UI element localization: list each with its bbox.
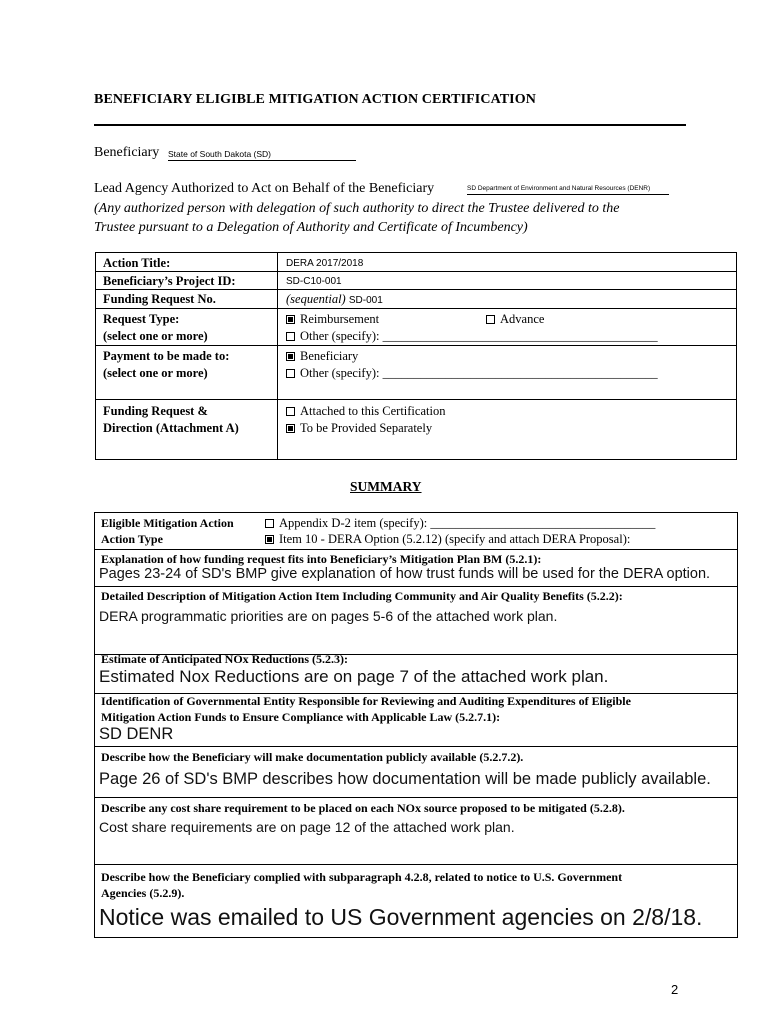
advance-checkbox[interactable] <box>486 315 495 324</box>
payment-sublabel: (select one or more) <box>103 366 208 380</box>
beneficiary-option-label: Beneficiary <box>300 349 359 363</box>
separately-label: To be Provided Separately <box>300 421 433 435</box>
reimbursement-option[interactable] <box>286 311 379 328</box>
beneficiary-field[interactable] <box>168 149 356 161</box>
title-rule <box>94 124 686 126</box>
funding-direction-label: Funding Request & <box>103 404 208 418</box>
action-title-label: Action Title: <box>103 256 171 270</box>
funding-request-no-field[interactable] <box>286 291 383 309</box>
funding-request-no-label: Funding Request No. <box>103 292 216 306</box>
payment-other-checkbox[interactable] <box>286 369 295 378</box>
q-mitigation-plan: Explanation of how funding request fits into Beneficiary’s Mitigation Plan BM (5.2.1): <box>101 552 542 566</box>
q-detailed-description: Detailed Description of Mitigation Action Item Including Community and Air Quality Benefits (5.2.2): <box>101 589 623 603</box>
request-type-label: Request Type: <box>103 312 180 326</box>
funding-request-no-value: SD-001 <box>348 295 383 306</box>
item10-checkbox[interactable] <box>265 535 274 544</box>
lead-agency-field[interactable] <box>467 185 669 195</box>
a-governmental-entity[interactable]: SD DENR <box>99 725 174 743</box>
appendix-checkbox[interactable] <box>265 519 274 528</box>
beneficiary-option[interactable] <box>286 348 358 365</box>
q-government-notice-2: Agencies (5.2.9). <box>101 886 185 900</box>
beneficiary-checkbox[interactable] <box>286 352 295 361</box>
a-cost-share[interactable]: Cost share requirements are on page 12 of the attached work plan. <box>99 819 515 835</box>
action-info-table <box>95 252 737 460</box>
beneficiary-label: Beneficiary <box>94 145 160 160</box>
q-nox-estimate: Estimate of Anticipated NOx Reductions (5.2.3): <box>101 652 348 666</box>
advance-option[interactable] <box>486 311 544 328</box>
ema-label: Eligible Mitigation Action <box>101 516 234 530</box>
a-public-documentation[interactable]: Page 26 of SD's BMP describes how documentation will be made publicly available. <box>99 770 711 788</box>
item10-option[interactable] <box>265 531 630 547</box>
appendix-label: Appendix D-2 item (specify): ____________________________________ <box>279 516 656 530</box>
a-government-notice[interactable]: Notice was emailed to US Government agencies on 2/8/18. <box>99 904 703 930</box>
project-id-label: Beneficiary’s Project ID: <box>103 274 236 288</box>
attached-option[interactable] <box>286 403 445 420</box>
q-cost-share: Describe any cost share requirement to be placed on each NOx source proposed to be mitigated (5.2.8). <box>101 801 625 815</box>
page-number: 2 <box>671 982 679 997</box>
reimbursement-checkbox[interactable] <box>286 315 295 324</box>
lead-agency-label: Lead Agency Authorized to Act on Behalf of the Beneficiary <box>94 181 435 196</box>
a-mitigation-plan[interactable]: Pages 23-24 of SD's BMP give explanation of how trust funds will be used for the DERA option. <box>99 566 711 582</box>
payment-other-option[interactable] <box>286 365 658 382</box>
action-title-value[interactable]: DERA 2017/2018 <box>286 258 364 269</box>
lead-agency-value: SD Department of Environment and Natural Resources (DENR) <box>467 185 651 192</box>
form-title: BENEFICIARY ELIGIBLE MITIGATION ACTION CERTIFICATION <box>94 92 536 107</box>
reimbursement-label: Reimbursement <box>300 312 380 326</box>
attached-checkbox[interactable] <box>286 407 295 416</box>
a-detailed-description[interactable]: DERA programmatic priorities are on pages 5-6 of the attached work plan. <box>99 608 558 624</box>
separately-checkbox[interactable] <box>286 424 295 433</box>
project-id-value[interactable]: SD-C10-001 <box>286 276 342 287</box>
request-other-option[interactable] <box>286 328 658 345</box>
payment-label: Payment to be made to: <box>103 349 230 363</box>
item10-label: Item 10 - DERA Option (5.2.12) (specify and attach DERA Proposal): <box>279 532 631 546</box>
summary-table <box>94 512 738 938</box>
q-governmental-entity-2: Mitigation Action Funds to Ensure Compliance with Applicable Law (5.2.7.1): <box>101 710 501 724</box>
appendix-option[interactable] <box>265 515 655 531</box>
separately-option[interactable] <box>286 420 432 437</box>
action-type-label: Action Type <box>101 532 163 546</box>
a-nox-estimate[interactable]: Estimated Nox Reductions are on page 7 of the attached work plan. <box>99 667 609 686</box>
sequential-label: (sequential) <box>286 292 346 306</box>
request-other-checkbox[interactable] <box>286 332 295 341</box>
q-government-notice-1: Describe how the Beneficiary complied with subparagraph 4.2.8, related to notice to U.S. Government <box>101 870 623 884</box>
beneficiary-value: State of South Dakota (SD) <box>168 149 271 159</box>
request-other-label: Other (specify): ____________________________________________ <box>300 329 658 343</box>
request-type-sublabel: (select one or more) <box>103 329 208 343</box>
payment-other-label: Other (specify): ____________________________________________ <box>300 366 658 380</box>
q-governmental-entity-1: Identification of Governmental Entity Responsible for Reviewing and Auditing Expenditures of Eligible <box>101 694 631 708</box>
table-divider <box>277 253 278 459</box>
lead-agency-note-1: (Any authorized person with delegation of such authority to direct the Trustee delivered to the <box>94 201 620 216</box>
summary-heading: SUMMARY <box>350 479 422 494</box>
advance-label: Advance <box>500 312 545 326</box>
attached-label: Attached to this Certification <box>300 404 446 418</box>
funding-direction-sublabel: Direction (Attachment A) <box>103 421 239 435</box>
q-public-documentation: Describe how the Beneficiary will make documentation publicly available (5.2.7.2). <box>101 750 524 764</box>
lead-agency-note-2: Trustee pursuant to a Delegation of Authority and Certificate of Incumbency) <box>94 220 528 235</box>
